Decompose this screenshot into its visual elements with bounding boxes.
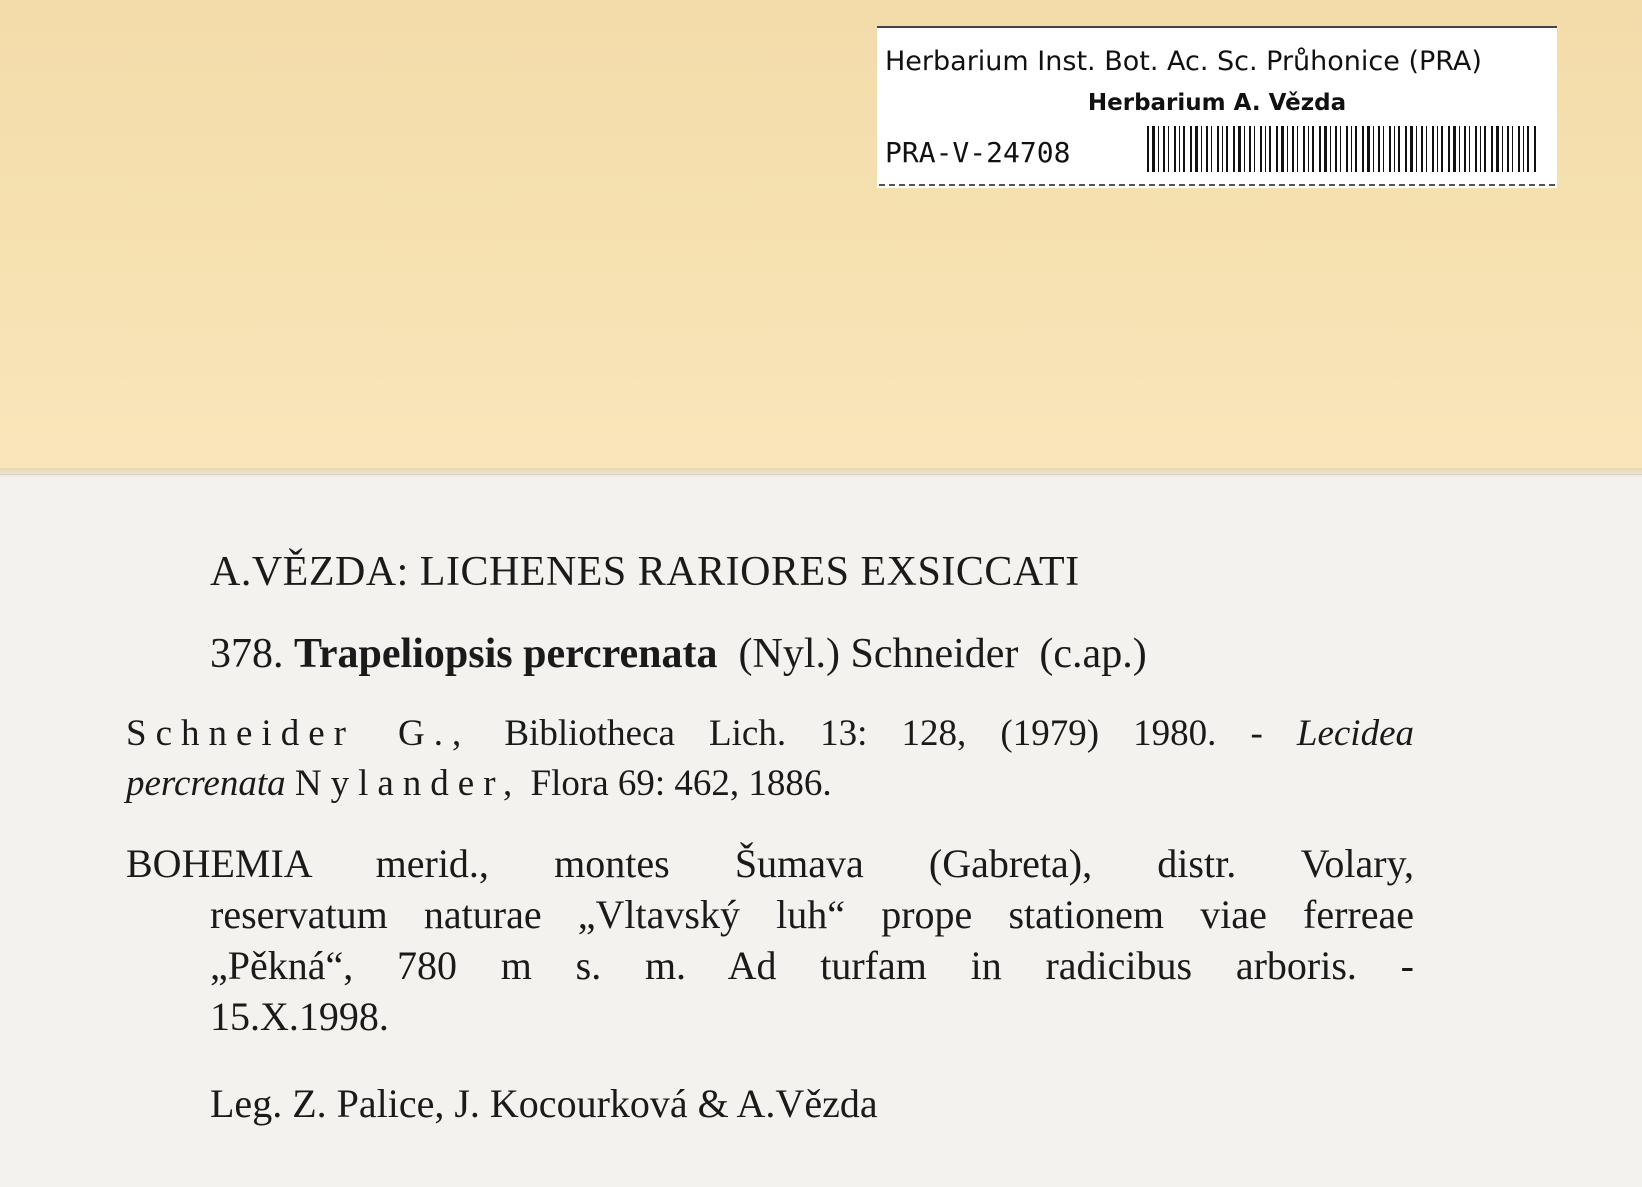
reference-line-1 xyxy=(126,712,1414,755)
locality-line: „Pěkná“, 780 m s. m. Ad turfam in radicibus arboris. - xyxy=(210,943,1414,988)
species-heading xyxy=(210,630,1147,678)
taxon-note: (c.ap.) xyxy=(1039,631,1147,677)
barcode-icon xyxy=(1147,126,1537,172)
basionym-epithet: percrenata xyxy=(126,763,286,804)
collection-name: Herbarium A. Vězda xyxy=(1087,90,1347,116)
taxon-authority: (Nyl.) Schneider xyxy=(738,631,1019,677)
specimen-id: PRA-V-24708 xyxy=(885,136,1071,169)
exsiccate-number: 378. xyxy=(210,631,284,677)
cut-line xyxy=(879,184,1555,186)
basionym-citation: Flora 69: 462, 1886. xyxy=(530,763,832,804)
reference-citation: Bibliotheca Lich. 13: 128, (1979) 1980. - xyxy=(504,713,1263,754)
flap-edge xyxy=(0,468,1642,478)
flap-shadow xyxy=(0,474,1642,475)
reference-author: Schneider G., xyxy=(126,713,471,754)
locality-line: BOHEMIA merid., montes Šumava (Gabreta), distr. Volary, xyxy=(126,841,1414,886)
institution-name: Herbarium Inst. Bot. Ac. Sc. Průhonice (PRA) xyxy=(885,46,1482,77)
basionym-author: Nylander, xyxy=(294,763,522,804)
taxon-name: Trapeliopsis percrenata xyxy=(294,631,718,677)
reference-line-2 xyxy=(126,762,832,805)
herbarium-barcode-label xyxy=(877,26,1557,188)
basionym-genus: Lecidea xyxy=(1296,713,1414,754)
series-title: A.VĚZDA: LICHENES RARIORES EXSICCATI xyxy=(210,549,1080,595)
locality-line: 15.X.1998. xyxy=(210,994,389,1039)
collectors: Leg. Z. Palice, J. Kocourková & A.Vězda xyxy=(210,1081,878,1126)
locality-line: reservatum naturae „Vltavský luh“ prope stationem viae ferreae xyxy=(210,892,1414,937)
